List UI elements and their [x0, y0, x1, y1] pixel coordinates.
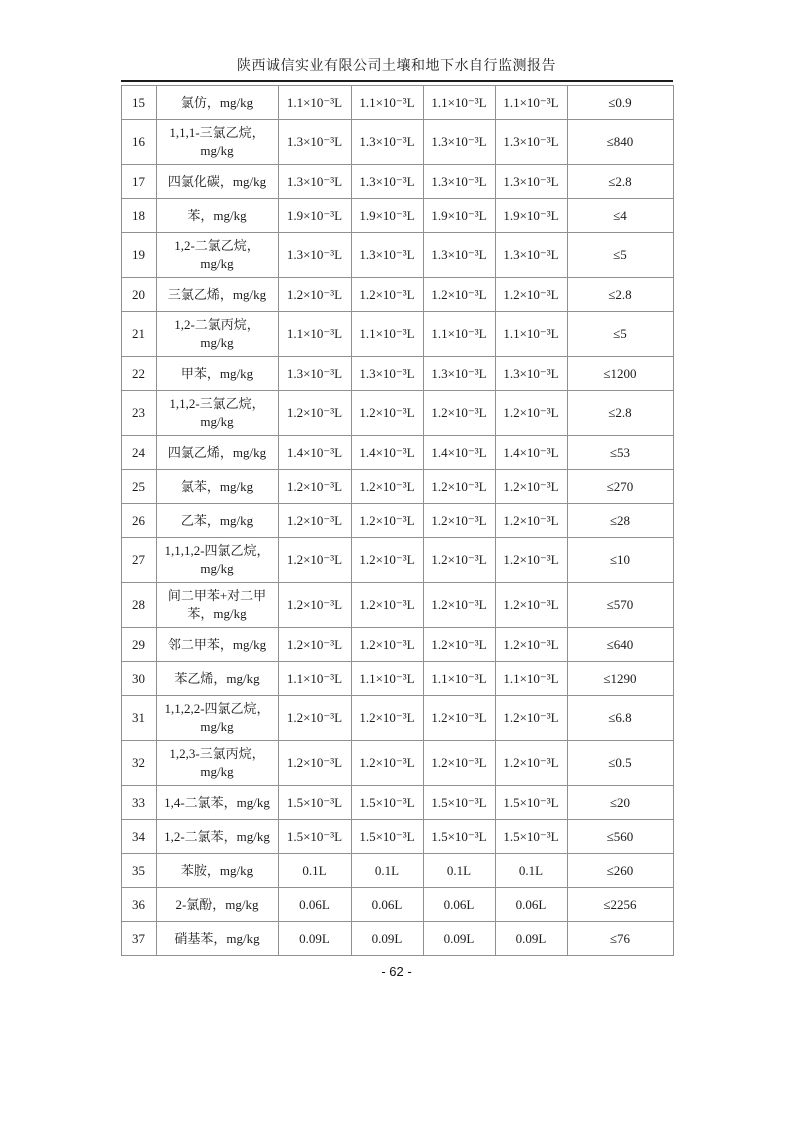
value-cell-4: 1.2×10⁻³L	[495, 696, 567, 741]
value-cell-1: 1.2×10⁻³L	[278, 278, 351, 312]
value-cell-4: 1.2×10⁻³L	[495, 583, 567, 628]
value-cell-1: 1.1×10⁻³L	[278, 86, 351, 120]
parameter-name-cell: 四氯乙烯，mg/kg	[156, 436, 278, 470]
parameter-name-cell: 四氯化碳，mg/kg	[156, 165, 278, 199]
value-cell-2: 1.1×10⁻³L	[351, 312, 423, 357]
limit-cell: ≤0.9	[567, 86, 673, 120]
value-cell-4: 1.2×10⁻³L	[495, 504, 567, 538]
value-cell-4: 1.3×10⁻³L	[495, 233, 567, 278]
table-row	[121, 741, 673, 786]
value-cell-2: 0.1L	[351, 854, 423, 888]
value-cell-3: 1.2×10⁻³L	[423, 391, 495, 436]
limit-cell: ≤28	[567, 504, 673, 538]
table-row	[121, 391, 673, 436]
parameter-name-cell: 氯苯，mg/kg	[156, 470, 278, 504]
value-cell-3: 1.2×10⁻³L	[423, 278, 495, 312]
value-cell-4: 1.3×10⁻³L	[495, 120, 567, 165]
value-cell-2: 1.3×10⁻³L	[351, 357, 423, 391]
table-row	[121, 199, 673, 233]
table-row	[121, 888, 673, 922]
parameter-name-cell: 1,2-二氯乙烷，mg/kg	[156, 233, 278, 278]
value-cell-4: 1.2×10⁻³L	[495, 538, 567, 583]
value-cell-2: 1.3×10⁻³L	[351, 233, 423, 278]
table-row	[121, 120, 673, 165]
value-cell-1: 1.9×10⁻³L	[278, 199, 351, 233]
row-number-cell: 21	[121, 312, 156, 357]
value-cell-2: 1.2×10⁻³L	[351, 696, 423, 741]
table-row	[121, 696, 673, 741]
value-cell-3: 1.1×10⁻³L	[423, 662, 495, 696]
table-row	[121, 233, 673, 278]
parameter-name-cell: 苯胺，mg/kg	[156, 854, 278, 888]
parameter-name-cell: 1,2-二氯丙烷，mg/kg	[156, 312, 278, 357]
limit-cell: ≤1290	[567, 662, 673, 696]
row-number-cell: 22	[121, 357, 156, 391]
value-cell-3: 1.5×10⁻³L	[423, 786, 495, 820]
value-cell-1: 1.1×10⁻³L	[278, 312, 351, 357]
row-number-cell: 32	[121, 741, 156, 786]
table-row	[121, 538, 673, 583]
value-cell-4: 1.5×10⁻³L	[495, 820, 567, 854]
value-cell-1: 1.2×10⁻³L	[278, 470, 351, 504]
table-row	[121, 786, 673, 820]
table-row	[121, 628, 673, 662]
parameter-name-cell: 1,1,1-三氯乙烷，mg/kg	[156, 120, 278, 165]
value-cell-3: 1.3×10⁻³L	[423, 357, 495, 391]
table-row	[121, 312, 673, 357]
document-sheet	[121, 55, 673, 979]
limit-cell: ≤840	[567, 120, 673, 165]
page-number: - 62 -	[381, 964, 412, 979]
limit-cell: ≤53	[567, 436, 673, 470]
parameter-name-cell: 1,1,1,2-四氯乙烷，mg/kg	[156, 538, 278, 583]
parameter-name-cell: 1,4-二氯苯，mg/kg	[156, 786, 278, 820]
value-cell-4: 1.3×10⁻³L	[495, 165, 567, 199]
value-cell-1: 1.2×10⁻³L	[278, 504, 351, 538]
table-row	[121, 165, 673, 199]
value-cell-3: 1.2×10⁻³L	[423, 470, 495, 504]
limit-cell: ≤20	[567, 786, 673, 820]
parameter-name-cell: 1,2,3-三氯丙烷，mg/kg	[156, 741, 278, 786]
limit-cell: ≤5	[567, 312, 673, 357]
row-number-cell: 23	[121, 391, 156, 436]
value-cell-4: 1.4×10⁻³L	[495, 436, 567, 470]
value-cell-1: 1.2×10⁻³L	[278, 741, 351, 786]
value-cell-1: 1.3×10⁻³L	[278, 120, 351, 165]
value-cell-3: 1.2×10⁻³L	[423, 741, 495, 786]
value-cell-2: 1.5×10⁻³L	[351, 820, 423, 854]
value-cell-2: 1.2×10⁻³L	[351, 583, 423, 628]
row-number-cell: 28	[121, 583, 156, 628]
value-cell-3: 1.3×10⁻³L	[423, 233, 495, 278]
value-cell-4: 0.06L	[495, 888, 567, 922]
value-cell-2: 1.3×10⁻³L	[351, 120, 423, 165]
table-row	[121, 86, 673, 120]
value-cell-2: 1.5×10⁻³L	[351, 786, 423, 820]
row-number-cell: 30	[121, 662, 156, 696]
value-cell-3: 0.1L	[423, 854, 495, 888]
value-cell-3: 1.1×10⁻³L	[423, 86, 495, 120]
parameter-name-cell: 氯仿，mg/kg	[156, 86, 278, 120]
table-row	[121, 583, 673, 628]
limit-cell: ≤76	[567, 922, 673, 956]
value-cell-2: 1.2×10⁻³L	[351, 741, 423, 786]
limit-cell: ≤2256	[567, 888, 673, 922]
value-cell-1: 1.2×10⁻³L	[278, 391, 351, 436]
row-number-cell: 17	[121, 165, 156, 199]
value-cell-4: 1.2×10⁻³L	[495, 278, 567, 312]
table-row	[121, 504, 673, 538]
value-cell-4: 1.9×10⁻³L	[495, 199, 567, 233]
limit-cell: ≤5	[567, 233, 673, 278]
value-cell-3: 1.3×10⁻³L	[423, 120, 495, 165]
parameter-name-cell: 1,1,2-三氯乙烷，mg/kg	[156, 391, 278, 436]
limit-cell: ≤4	[567, 199, 673, 233]
limit-cell: ≤270	[567, 470, 673, 504]
limit-cell: ≤1200	[567, 357, 673, 391]
value-cell-2: 1.2×10⁻³L	[351, 470, 423, 504]
parameter-name-cell: 乙苯，mg/kg	[156, 504, 278, 538]
value-cell-1: 1.2×10⁻³L	[278, 628, 351, 662]
value-cell-4: 1.2×10⁻³L	[495, 391, 567, 436]
value-cell-3: 1.1×10⁻³L	[423, 312, 495, 357]
value-cell-3: 1.2×10⁻³L	[423, 538, 495, 583]
parameter-name-cell: 间二甲苯+对二甲苯，mg/kg	[156, 583, 278, 628]
parameter-name-cell: 苯，mg/kg	[156, 199, 278, 233]
limit-cell: ≤2.8	[567, 278, 673, 312]
value-cell-1: 1.2×10⁻³L	[278, 696, 351, 741]
value-cell-4: 1.1×10⁻³L	[495, 662, 567, 696]
row-number-cell: 24	[121, 436, 156, 470]
value-cell-2: 0.09L	[351, 922, 423, 956]
value-cell-4: 1.1×10⁻³L	[495, 312, 567, 357]
value-cell-2: 1.1×10⁻³L	[351, 86, 423, 120]
value-cell-4: 1.2×10⁻³L	[495, 628, 567, 662]
parameter-name-cell: 甲苯，mg/kg	[156, 357, 278, 391]
value-cell-4: 1.3×10⁻³L	[495, 357, 567, 391]
value-cell-4: 1.5×10⁻³L	[495, 786, 567, 820]
parameter-name-cell: 三氯乙烯，mg/kg	[156, 278, 278, 312]
value-cell-1: 1.3×10⁻³L	[278, 233, 351, 278]
parameter-name-cell: 2-氯酚，mg/kg	[156, 888, 278, 922]
value-cell-1: 0.09L	[278, 922, 351, 956]
row-number-cell: 37	[121, 922, 156, 956]
row-number-cell: 27	[121, 538, 156, 583]
value-cell-4: 1.1×10⁻³L	[495, 86, 567, 120]
row-number-cell: 18	[121, 199, 156, 233]
value-cell-1: 1.3×10⁻³L	[278, 357, 351, 391]
limit-cell: ≤570	[567, 583, 673, 628]
value-cell-3: 0.09L	[423, 922, 495, 956]
value-cell-4: 1.2×10⁻³L	[495, 470, 567, 504]
row-number-cell: 36	[121, 888, 156, 922]
limit-cell: ≤560	[567, 820, 673, 854]
row-number-cell: 35	[121, 854, 156, 888]
value-cell-3: 1.2×10⁻³L	[423, 696, 495, 741]
table-row	[121, 278, 673, 312]
value-cell-1: 1.2×10⁻³L	[278, 583, 351, 628]
table-row	[121, 922, 673, 956]
value-cell-2: 1.2×10⁻³L	[351, 278, 423, 312]
value-cell-3: 1.2×10⁻³L	[423, 628, 495, 662]
value-cell-4: 1.2×10⁻³L	[495, 741, 567, 786]
parameter-name-cell: 1,2-二氯苯，mg/kg	[156, 820, 278, 854]
parameter-name-cell: 1,1,2,2-四氯乙烷，mg/kg	[156, 696, 278, 741]
row-number-cell: 19	[121, 233, 156, 278]
value-cell-2: 1.9×10⁻³L	[351, 199, 423, 233]
limit-cell: ≤10	[567, 538, 673, 583]
value-cell-2: 1.2×10⁻³L	[351, 504, 423, 538]
limit-cell: ≤6.8	[567, 696, 673, 741]
value-cell-2: 1.4×10⁻³L	[351, 436, 423, 470]
row-number-cell: 34	[121, 820, 156, 854]
row-number-cell: 16	[121, 120, 156, 165]
value-cell-1: 1.3×10⁻³L	[278, 165, 351, 199]
table-row	[121, 357, 673, 391]
row-number-cell: 20	[121, 278, 156, 312]
limit-cell: ≤640	[567, 628, 673, 662]
value-cell-4: 0.09L	[495, 922, 567, 956]
value-cell-3: 0.06L	[423, 888, 495, 922]
value-cell-1: 1.5×10⁻³L	[278, 786, 351, 820]
limit-cell: ≤2.8	[567, 165, 673, 199]
value-cell-1: 1.1×10⁻³L	[278, 662, 351, 696]
value-cell-2: 0.06L	[351, 888, 423, 922]
value-cell-3: 1.4×10⁻³L	[423, 436, 495, 470]
table-row	[121, 436, 673, 470]
limit-cell: ≤0.5	[567, 741, 673, 786]
limit-cell: ≤260	[567, 854, 673, 888]
limit-cell: ≤2.8	[567, 391, 673, 436]
value-cell-3: 1.5×10⁻³L	[423, 820, 495, 854]
value-cell-1: 1.4×10⁻³L	[278, 436, 351, 470]
monitoring-data-table	[121, 85, 674, 956]
table-row	[121, 470, 673, 504]
row-number-cell: 26	[121, 504, 156, 538]
value-cell-2: 1.2×10⁻³L	[351, 391, 423, 436]
value-cell-1: 1.2×10⁻³L	[278, 538, 351, 583]
value-cell-3: 1.2×10⁻³L	[423, 583, 495, 628]
value-cell-2: 1.2×10⁻³L	[351, 538, 423, 583]
value-cell-2: 1.3×10⁻³L	[351, 165, 423, 199]
value-cell-3: 1.2×10⁻³L	[423, 504, 495, 538]
table-row	[121, 854, 673, 888]
table-body	[121, 86, 673, 956]
row-number-cell: 25	[121, 470, 156, 504]
row-number-cell: 33	[121, 786, 156, 820]
value-cell-1: 1.5×10⁻³L	[278, 820, 351, 854]
table-row	[121, 820, 673, 854]
value-cell-3: 1.3×10⁻³L	[423, 165, 495, 199]
document-header-title: 陕西诚信实业有限公司土壤和地下水自行监测报告	[121, 55, 673, 82]
row-number-cell: 29	[121, 628, 156, 662]
value-cell-1: 0.06L	[278, 888, 351, 922]
value-cell-2: 1.1×10⁻³L	[351, 662, 423, 696]
parameter-name-cell: 邻二甲苯，mg/kg	[156, 628, 278, 662]
row-number-cell: 15	[121, 86, 156, 120]
value-cell-4: 0.1L	[495, 854, 567, 888]
row-number-cell: 31	[121, 696, 156, 741]
parameter-name-cell: 硝基苯，mg/kg	[156, 922, 278, 956]
table-row	[121, 662, 673, 696]
value-cell-3: 1.9×10⁻³L	[423, 199, 495, 233]
parameter-name-cell: 苯乙烯，mg/kg	[156, 662, 278, 696]
value-cell-2: 1.2×10⁻³L	[351, 628, 423, 662]
value-cell-1: 0.1L	[278, 854, 351, 888]
